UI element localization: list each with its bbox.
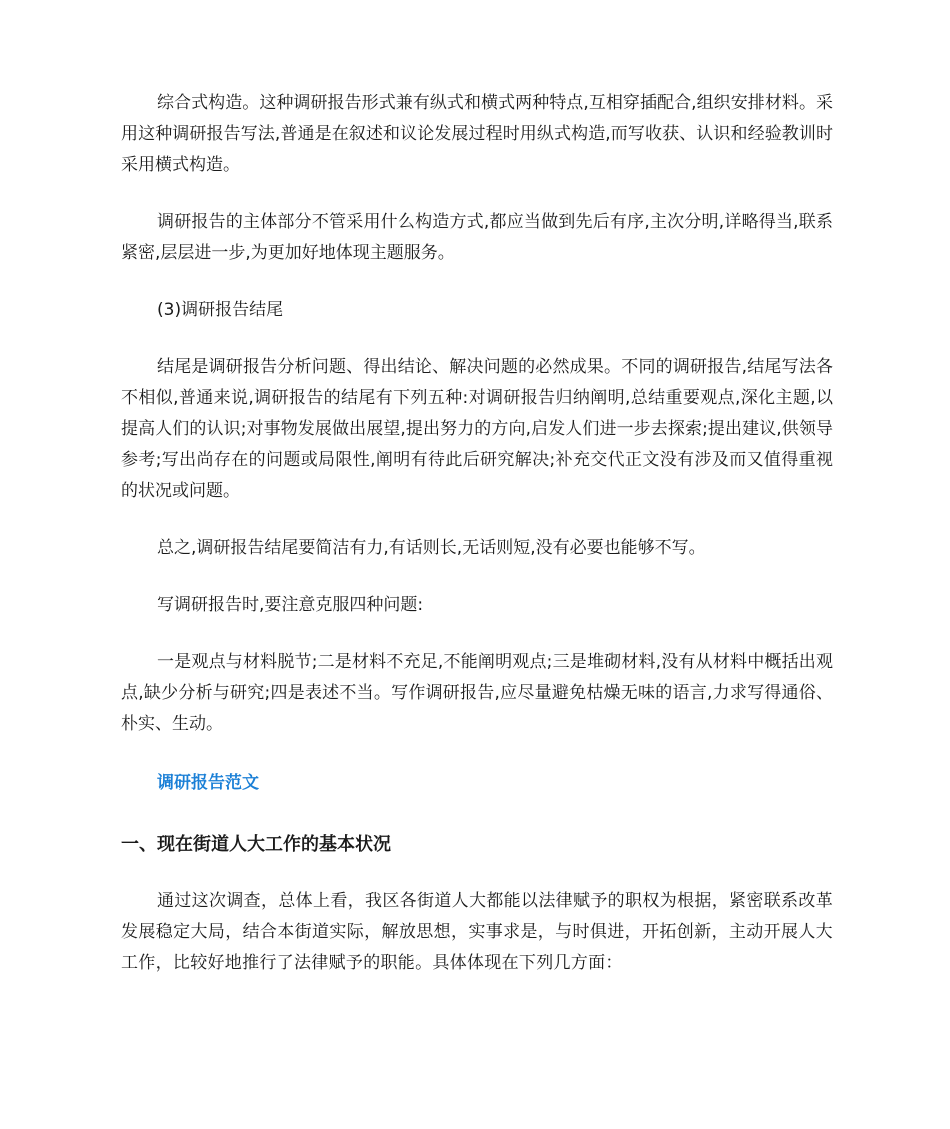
section-heading: 一、现在街道人大工作的基本状况	[121, 834, 391, 855]
paragraph-four-problems: 一是观点与材料脱节;二是材料不充足,不能阐明观点;三是堆砌材料,没有从材料中概括出观点,缺少分析与研究;四是表述不当。写作调研报告,应尽量避免枯燥无味的语言,力求写得通俗、朴实、生动。	[121, 652, 833, 734]
paragraph-survey-results: 通过这次调查，总体上看，我区各街道人大都能以法律赋予的职权为根据，紧密联系改革发展稳定大局，结合本街道实际，解放思想，实事求是，与时俱进，开拓创新，主动开展人大工作，比较好地推行了法律赋予的职能。具体体现在下列几方面：	[121, 891, 833, 973]
paragraph-composite-structure: 综合式构造。这种调研报告形式兼有纵式和横式两种特点,互相穿插配合,组织安排材料。采用这种调研报告写法,普通是在叙述和议论发展过程时用纵式构造,而写收获、认识和经验教训时采用横式构造。	[121, 93, 833, 175]
document-page	[121, 88, 833, 1005]
paragraph-ending-title: (3)调研报告结尾	[157, 300, 284, 320]
paragraph-summary: 总之,调研报告结尾要简洁有力,有话则长,无话则短,没有必要也能够不写。	[157, 538, 706, 558]
paragraph-ending-types: 结尾是调研报告分析问题、得出结论、解决问题的必然成果。不同的调研报告,结尾写法各不相似,普通来说,调研报告的结尾有下列五种:对调研报告归纳阐明,总结重要观点,深化主题,以提高人们的认识;对事物发展做出展望,提出努力的方向,启发人们进一步去探索;提出建议,供领导参考;写出尚存在的问题或局限性,阐明有待此后研究解决;补充交代正文没有涉及而又值得重视的状况或问题。	[121, 357, 833, 501]
paragraph-four-problems-intro: 写调研报告时,要注意克服四种问题:	[157, 595, 424, 615]
paragraph-main-body: 调研报告的主体部分不管采用什么构造方式,都应当做到先后有序,主次分明,详略得当,联系紧密,层层进一步,为更加好地体现主题服务。	[121, 212, 833, 263]
sample-report-link[interactable]: 调研报告范文	[157, 773, 259, 793]
